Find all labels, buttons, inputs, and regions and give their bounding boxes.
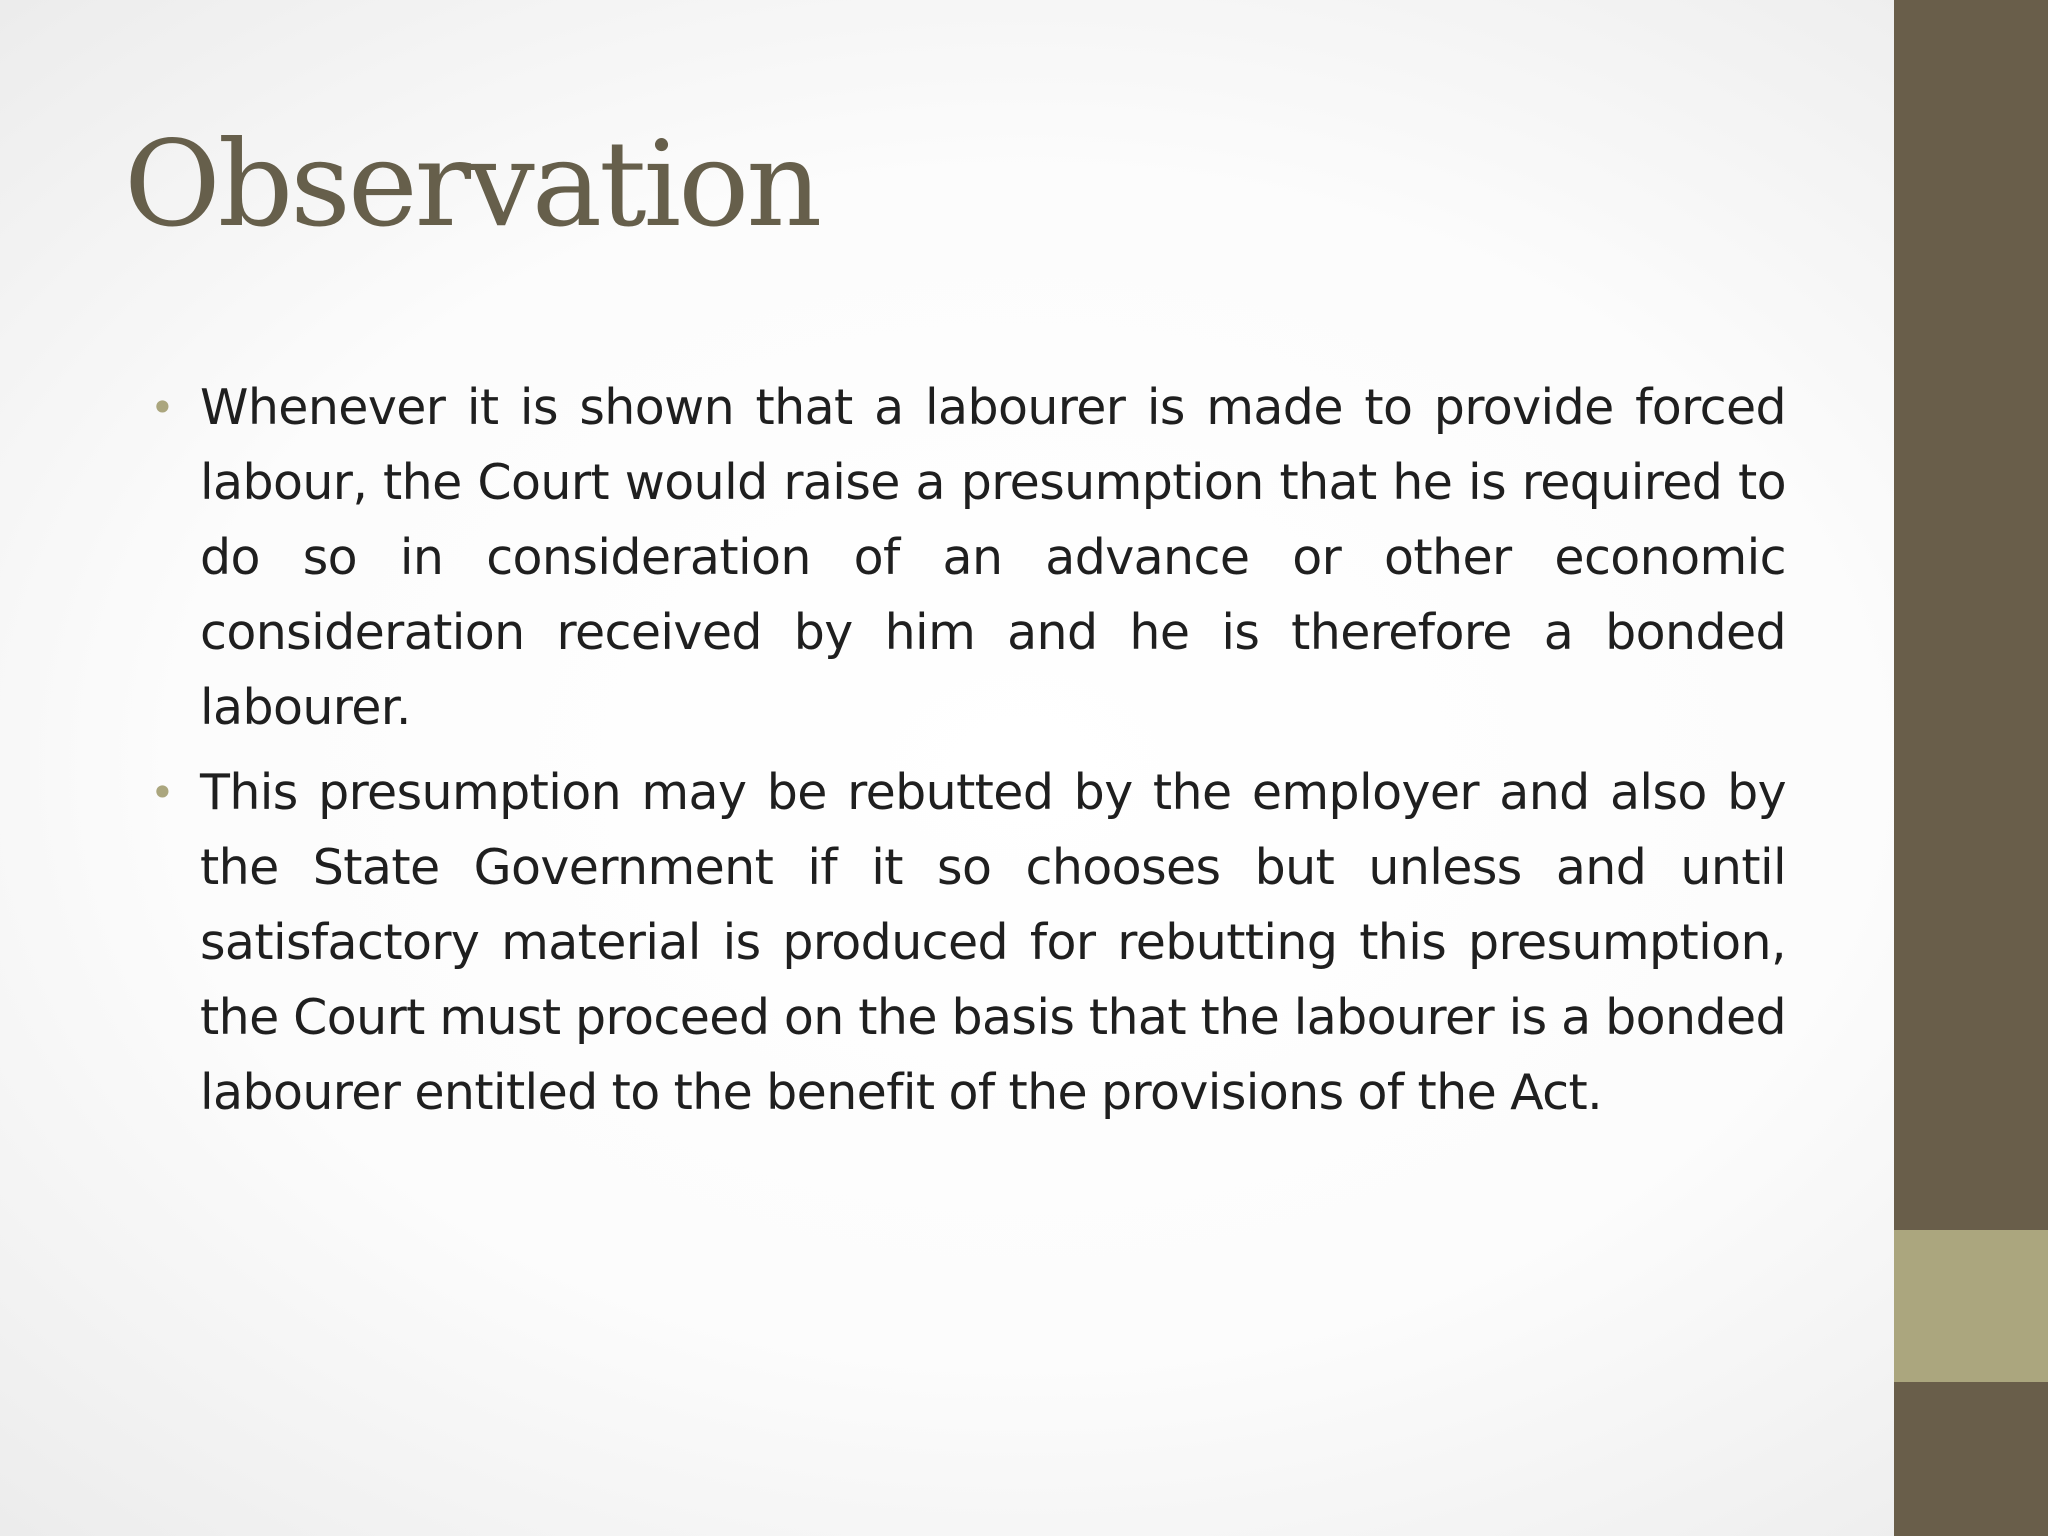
bullet-text: This presumption may be rebutted by the employer and also by the State Government if it so chooses but unless and until satisfactory material is produced for rebutting this presumption, the Court must proceed on the basis that the labourer is a bonded labourer entitled to the benefit of the provisions of the Act. xyxy=(200,764,1786,1121)
bullet-item xyxy=(150,370,1786,745)
bullet-marker-icon: • xyxy=(150,768,175,817)
bullet-text: Whenever it is shown that a labourer is made to provide forced labour, the Court would raise a presumption that he is required to do so in consideration of an advance or other economic consideration received by him and he is therefore a bonded labourer. xyxy=(200,379,1786,736)
bullet-item xyxy=(150,755,1786,1130)
bullet-marker-icon: • xyxy=(150,383,175,432)
slide-title: Observation xyxy=(124,115,820,253)
side-accent-block xyxy=(1894,1230,2048,1382)
bullet-list xyxy=(150,370,1786,1140)
